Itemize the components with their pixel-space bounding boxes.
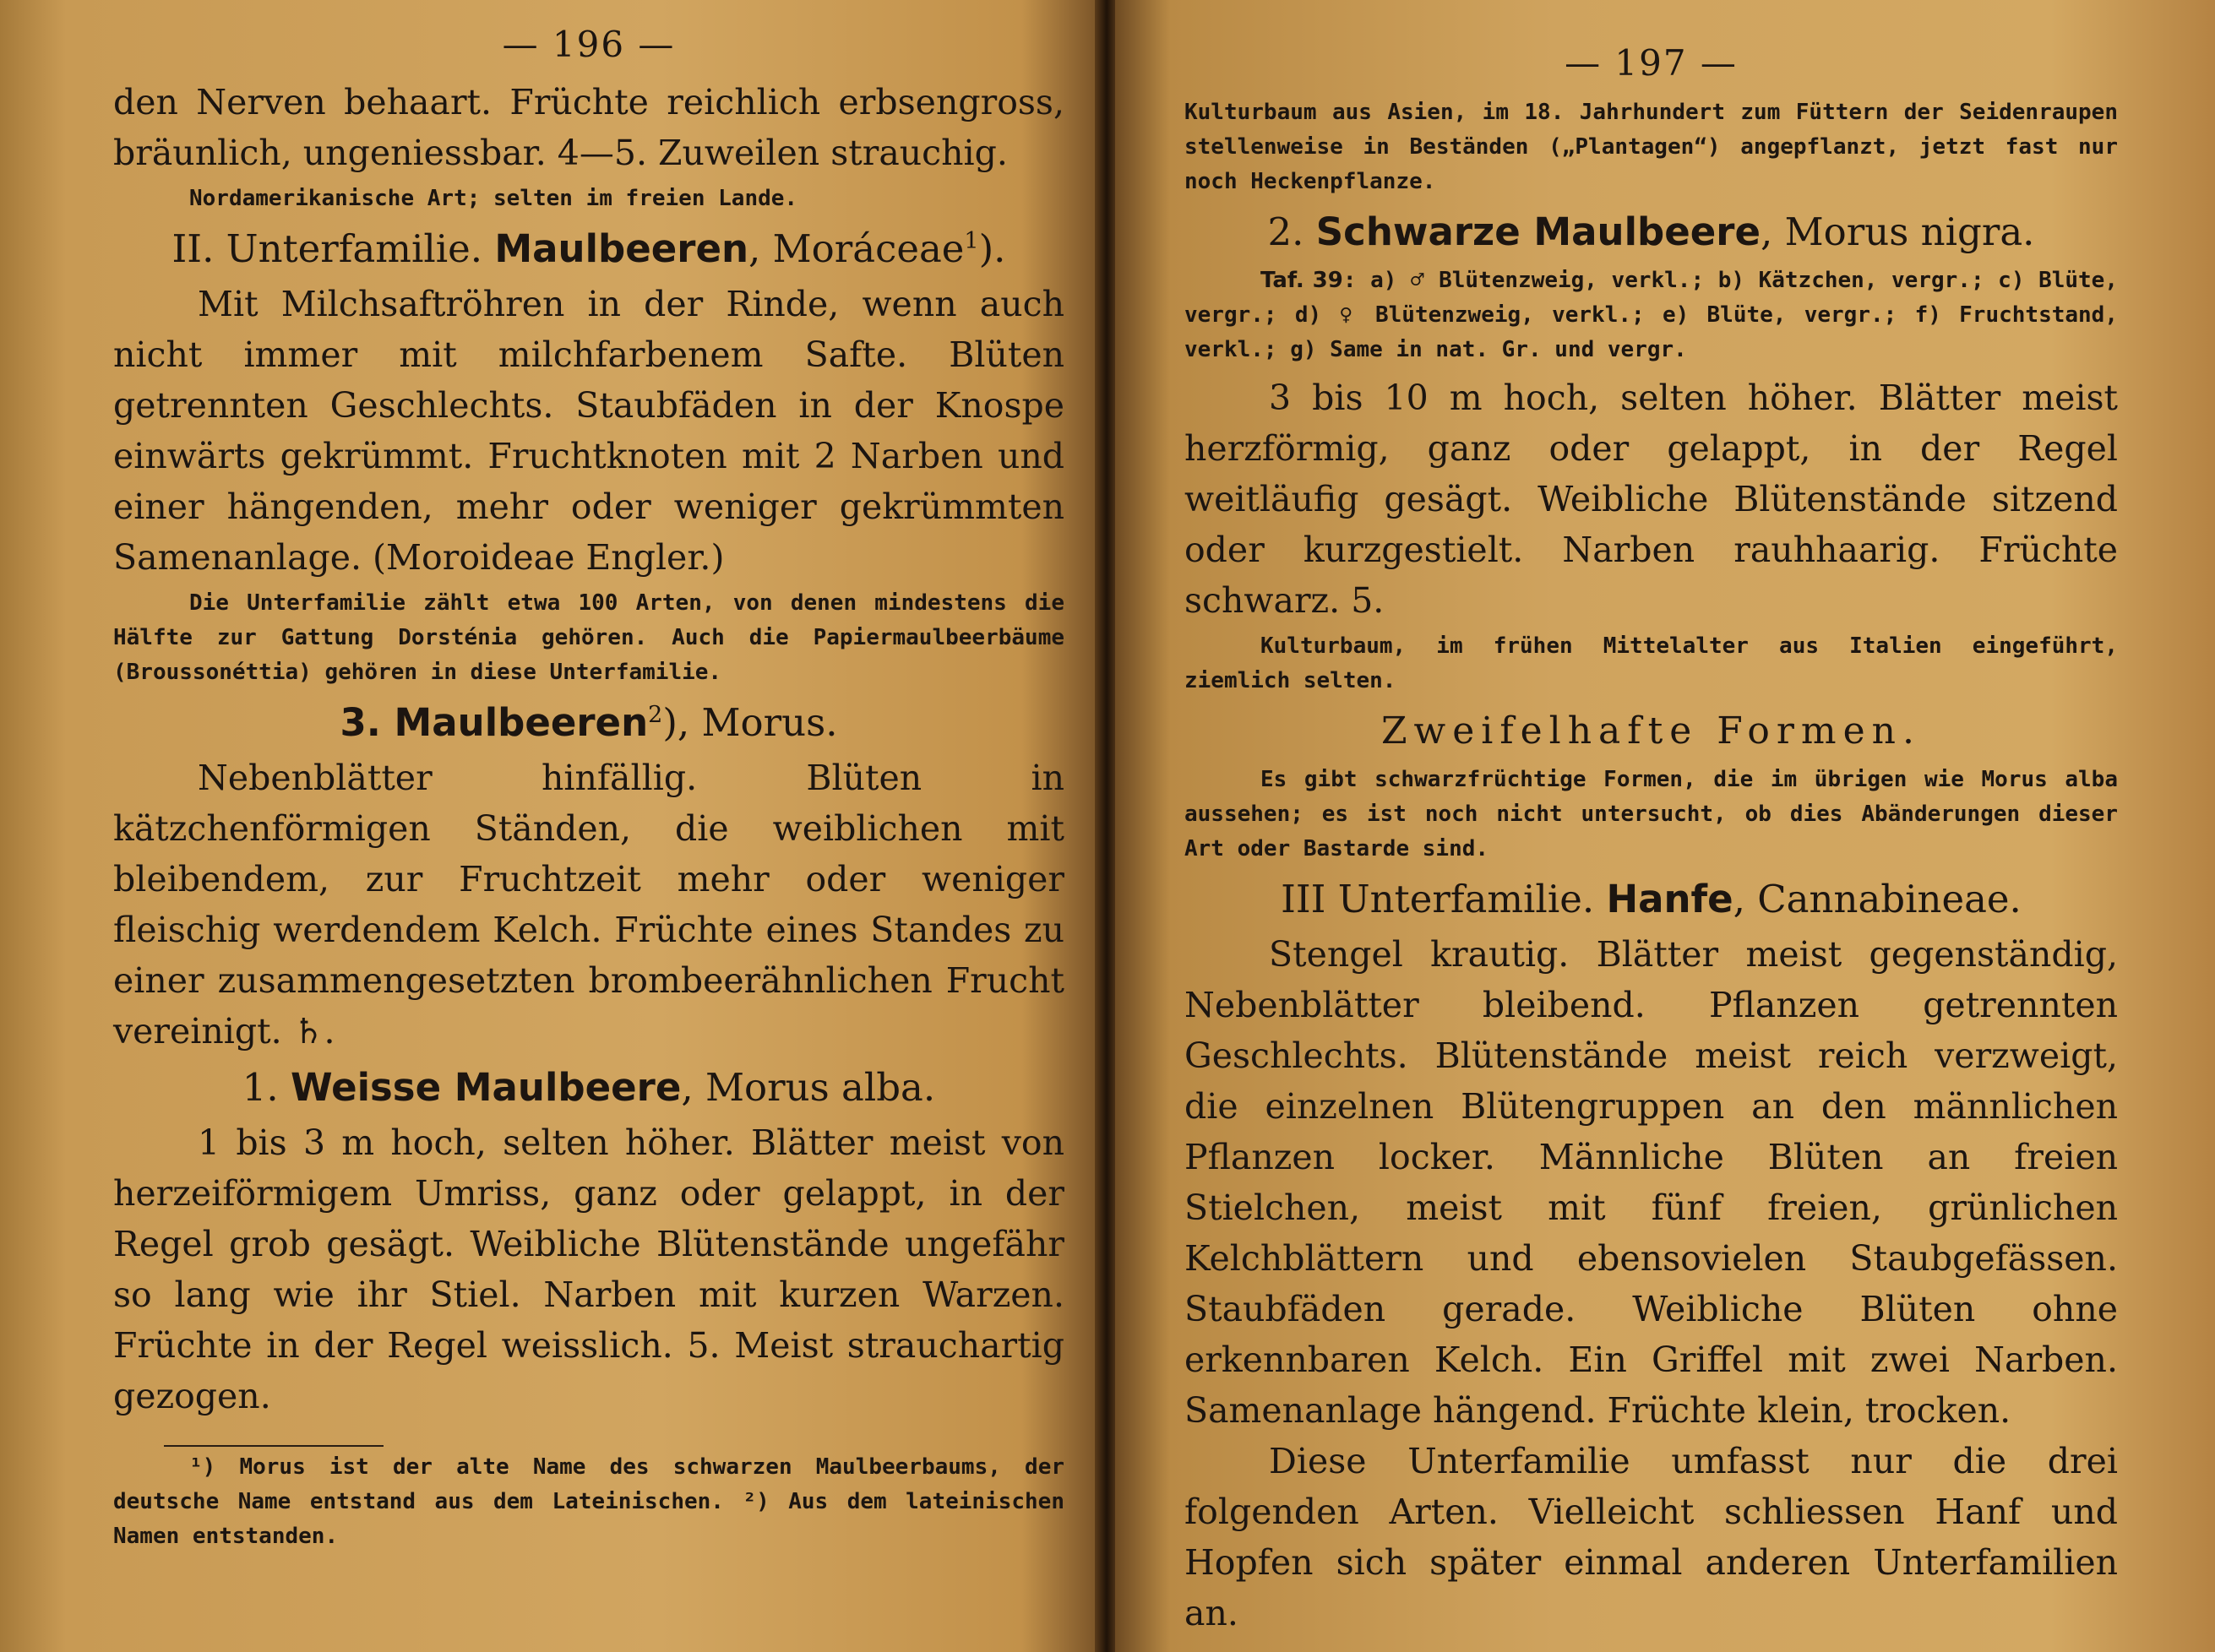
genus-heading: [113, 695, 1064, 751]
footnote-ref: 1: [964, 228, 979, 254]
heading-latin: , Moráceae: [748, 226, 965, 271]
heading-latin: , Cannabineae.: [1733, 877, 2022, 921]
subfamily-heading: [113, 221, 1064, 277]
heading-bold: Weisse Maulbeere: [291, 1065, 682, 1110]
species-heading: [113, 1060, 1064, 1116]
distribution-note: Nordamerikanische Art; selten im freien Lande.: [189, 186, 798, 211]
cultivation-note: Kulturbaum aus Asien, im 18. Jahrhundert zum Füttern der Seidenraupen stellenweise in Beständen („Plantagen“) angepflanzt, jetzt fast nur noch Heckenpflanze.: [1184, 100, 2118, 194]
heading-latin: , Morus alba.: [681, 1065, 936, 1110]
heading-prefix: 2.: [1267, 209, 1316, 254]
heading-prefix: 1.: [242, 1065, 291, 1110]
heading-latin: , Morus nigra.: [1760, 209, 2035, 254]
left-page: [0, 0, 1098, 1652]
footnote-ref: 2: [648, 702, 663, 728]
heading-bold: Schwarze Maulbeere: [1315, 209, 1761, 254]
plate-reference: [1184, 264, 2118, 367]
subfamily-description-2: Diese Unterfamilie umfasst nur die drei folgenden Arten. Vielleicht schliessen Hanf und Hopfen sich später einmal anderen Unterfamilien an.: [1184, 1441, 2118, 1633]
subfamily-description: Stengel krautig. Blätter meist gegenständig, Nebenblätter bleibend. Pflanzen getrennten Geschlechts. Blütenstände meist reich verzweigt, die einzelnen Blütengruppen an den männlichen Pflanzen locker. Männliche Blüten an freien Stielchen, meist mit fünf freien, grünlichen Kelchblättern und ebensovielen Staubgefässen. Staubfäden gerade. Weibliche Blüten ohne erkennbaren Kelch. Ein Griffel mit zwei Narben. Samenanlage hängend. Früchte klein, trocken.: [1184, 934, 2118, 1431]
page-number: — 196 —: [502, 24, 676, 65]
heading-prefix: II. Unterfamilie.: [171, 226, 495, 271]
subfamily-note: Die Unterfamilie zählt etwa 100 Arten, von denen mindestens die Hälfte zur Gattung Dorsténia gehören. Auch die Papiermaulbeerbäume (Broussonéttia) gehören in diese Unterfamilie.: [113, 590, 1064, 685]
continued-description: den Nerven behaart. Früchte reichlich erbsengross, bräunlich, ungeniessbar. 4—5. Zuweilen strauchig.: [113, 82, 1064, 173]
footnotes: ¹) Morus ist der alte Name des schwarzen Maulbeerbaums, der deutsche Name entstand aus dem Lateinischen. ²) Aus dem lateinischen Namen entstanden.: [113, 1454, 1064, 1549]
doubtful-forms-note: Es gibt schwarzfrüchtige Formen, die im übrigen wie Morus alba aussehen; es ist noch nicht untersucht, ob dies Abänderungen dieser Art oder Bastarde sind.: [1184, 767, 2118, 861]
doubtful-forms-heading: Zweifelhafte Formen.: [1380, 709, 1922, 753]
species-heading: [1184, 204, 2118, 260]
footnote-rule: [164, 1445, 384, 1447]
heading-bold: Maulbeeren: [494, 226, 748, 271]
page-number: — 197 —: [1565, 42, 1738, 84]
heading-bold: Hanfe: [1606, 877, 1733, 921]
genus-description: Nebenblätter hinfällig. Blüten in kätzchenförmigen Ständen, die weiblichen mit bleibendem, zur Fruchtzeit mehr oder weniger fleischig werdendem Kelch. Früchte eines Standes zu einer zusammengesetzten brombeerähnlichen Frucht vereinigt. ♄.: [113, 758, 1064, 1052]
species-description: 3 bis 10 m hoch, selten höher. Blätter meist herzförmig, ganz oder gelappt, in der Regel weitläufig gesägt. Weibliche Blütenstände sitzend oder kurzgestielt. Narben rauhhaarig. Früchte schwarz. 5.: [1184, 378, 2118, 621]
heading-end: ).: [978, 226, 1006, 271]
species-note: Kulturbaum, im frühen Mittelalter aus Italien eingeführt, ziemlich selten.: [1184, 633, 2118, 693]
right-page: [1115, 0, 2215, 1652]
heading-latin: ), Morus.: [662, 700, 838, 745]
plate-text: : a) ♂ Blütenzweig, verkl.; b) Kätzchen, vergr.; c) Blüte, vergr.; d) ♀ Blütenzweig, verkl.; e) Blüte, vergr.; f) Fruchtstand, verkl.; g) Same in nat. Gr. und vergr.: [1184, 268, 2118, 362]
species-description: 1 bis 3 m hoch, selten höher. Blätter meist von herzeiförmigem Umriss, ganz oder gelappt, in der Regel grob gesägt. Weibliche Blütenstände ungefähr so lang wie ihr Stiel. Narben mit kurzen Warzen. Früchte in der Regel weisslich. 5. Meist strauchartig gezogen.: [113, 1122, 1064, 1416]
plate-label: Taf. 39: [1260, 268, 1343, 293]
heading-bold: 3. Maulbeeren: [340, 700, 649, 745]
heading-prefix: III Unterfamilie.: [1281, 877, 1607, 921]
subfamily-description: Mit Milchsaftröhren in der Rinde, wenn auch nicht immer mit milchfarbenem Safte. Blüten getrennten Geschlechts. Staubfäden in der Knospe einwärts gekrümmt. Fruchtknoten mit 2 Narben und einer hängenden, mehr oder weniger gekrümmten Samenanlage. (Moroideae Engler.): [113, 284, 1064, 578]
subfamily-heading: [1184, 872, 2118, 927]
